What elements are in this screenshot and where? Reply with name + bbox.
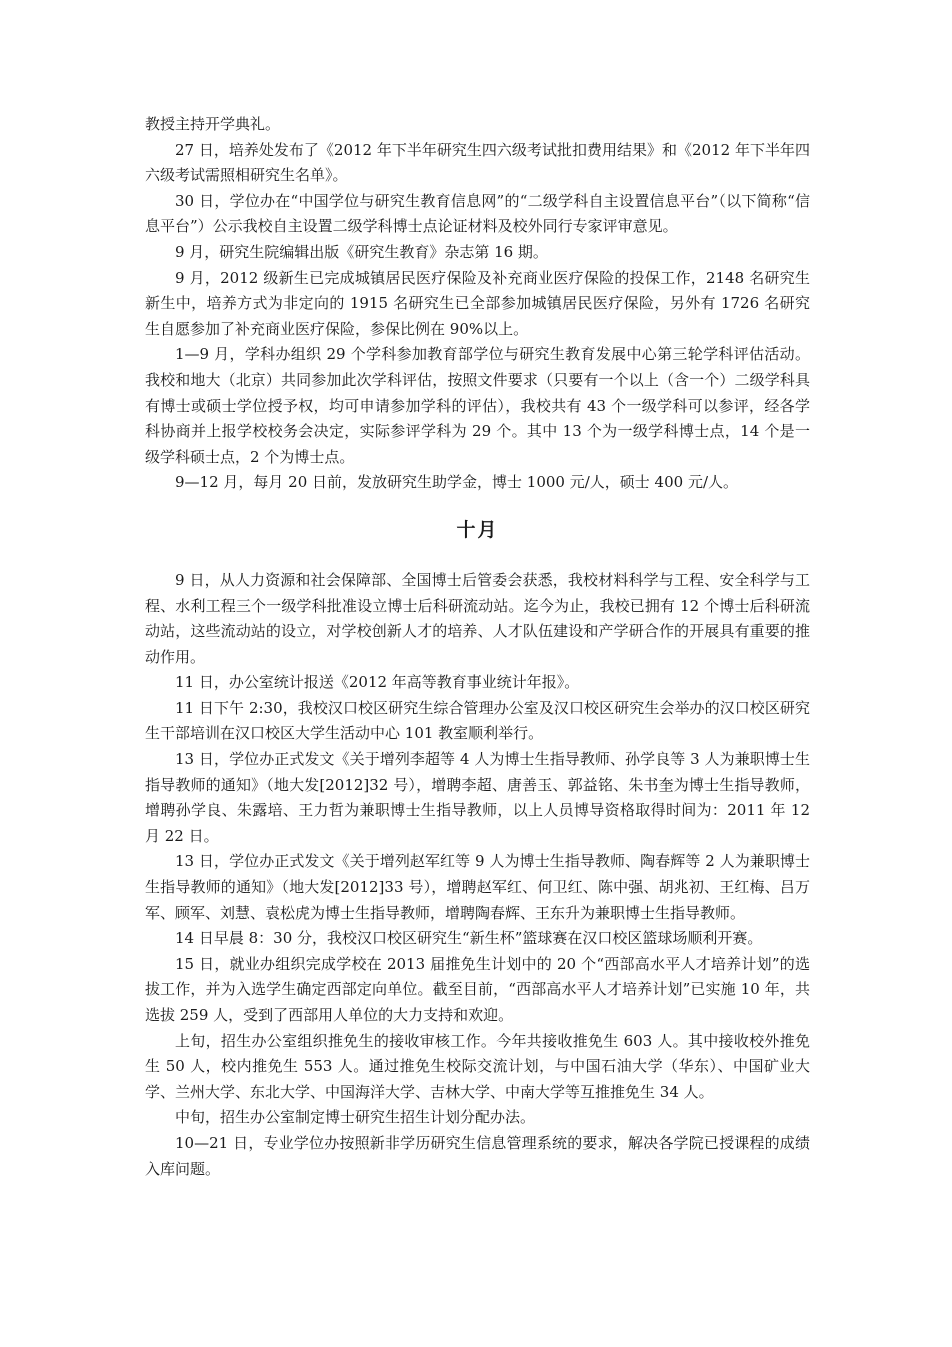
paragraph-oct-9: 9 日，从人力资源和社会保障部、全国博士后管委会获悉，我校材料科学与工程、安全科学与工程、水利工程三个一级学科批准设立博士后科研流动站。迄今为止，我校已拥有 12 个博士后科研流动站，这些流动站的设立，对学校创新人才的培养、人才队伍建设和产学研合作的开展具有重要的推动作用。 — [145, 570, 810, 666]
paragraph-sep-insurance: 9 月，2012 级新生已完成城镇居民医疗保险及补充商业医疗保险的投保工作，2148 名研究生新生中，培养方式为非定向的 1915 名研究生已全部参加城镇居民医疗保险，另外有 1726 名研究生自愿参加了补充商业医疗保险，参保比例在 90%以上。 — [145, 268, 810, 338]
paragraph-sep-30: 30 日，学位办在“中国学位与研究生教育信息网”的“二级学科自主设置信息平台”（以下简称“信息平台”）公示我校自主设置二级学科博士点论证材料及校外同行专家评审意见。 — [145, 191, 810, 236]
paragraph-oct-early: 上旬，招生办公室组织推免生的接收审核工作。今年共接收推免生 603 人。其中接收校外推免生 50 人，校内推免生 553 人。通过推免生校际交流计划，与中国石油大学（华东）、中国矿业大学、兰州大学、东北大学、中国海洋大学、吉林大学、中南大学等互推推免生 34 人。 — [145, 1031, 810, 1101]
paragraph-oct-11-training: 11 日下午 2:30，我校汉口校区研究生综合管理办公室及汉口校区研究生会举办的汉口校区研究生干部培训在汉口校区大学生活动中心 101 教室顺利举行。 — [145, 698, 810, 743]
paragraph-oct-11-report: 11 日，办公室统计报送《2012 年高等教育事业统计年报》。 — [175, 673, 580, 692]
paragraph-sep-stipend: 9—12 月，每月 20 日前，发放研究生助学金，博士 1000 元/人，硕士 400 元/人。 — [175, 473, 739, 492]
paragraph-sep-continuation: 教授主持开学典礼。 — [145, 115, 281, 133]
paragraph-sep-27: 27 日，培养处发布了《2012 年下半年研究生四六级考试批扣费用结果》和《2012 年下半年四六级考试需照相研究生名单》。 — [145, 140, 810, 185]
paragraph-sep-discipline-evaluation: 1—9 月，学科办组织 29 个学科参加教育部学位与研究生教育发展中心第三轮学科评估活动。我校和地大（北京）共同参加此次学科评估，按照文件要求（只要有一个以上（含一个）二级学科具有博士或硕士学位授予权，均可申请参加学科的评估），我校共有 43 个一级学科可以参评，经各学科协商并上报学校校务会决定，实际参评学科为 29 个。其中 13 个为一级学科博士点，14 个是一级学科硕士点，2 个为博士点。 — [145, 345, 810, 466]
paragraph-oct-mid: 中旬，招生办公室制定博士研究生招生计划分配办法。 — [175, 1108, 536, 1127]
paragraph-oct-14: 14 日早晨 8：30 分，我校汉口校区研究生“新生杯”篮球赛在汉口校区篮球场顺利开赛。 — [175, 929, 763, 948]
paragraph-oct-13-notice-32: 13 日，学位办正式发文《关于增列李超等 4 人为博士生指导教师、孙学良等 3 人为兼职博士生指导教师的通知》（地大发[2012]32 号），增聘李超、唐善玉、郭益铭、朱书奎为博士生指导教师，增聘孙学良、朱露培、王力哲为兼职博士生指导教师，以上人员博导资格取得时间为：2011 年 12 月 22 日。 — [145, 750, 810, 845]
document-page — [145, 112, 810, 1182]
paragraph-oct-10-21: 10—21 日，专业学位办按照新非学历研究生信息管理系统的要求，解决各学院已授课程的成绩入库问题。 — [145, 1133, 810, 1178]
paragraph-oct-13-notice-33: 13 日，学位办正式发文《关于增列赵军红等 9 人为博士生指导教师、陶春辉等 2 人为兼职博士生指导教师的通知》（地大发[2012]33 号），增聘赵军红、何卫红、陈中强、胡兆初、王红梅、吕万军、顾军、刘慧、袁松虎为博士生指导教师，增聘陶春辉、王东升为兼职博士生指导教师。 — [145, 852, 810, 922]
paragraph-sep-journal: 9 月，研究生院编辑出版《研究生教育》杂志第 16 期。 — [175, 242, 548, 261]
paragraph-oct-15: 15 日，就业办组织完成学校在 2013 届推免生计划中的 20 个“西部高水平人才培养计划”的选拔工作，并为入选学生确定西部定向单位。截至目前，“西部高水平人才培养计划”已实施 10 年，共选拔 259 人，受到了西部用人单位的大力支持和欢迎。 — [145, 954, 810, 1024]
section-heading-october: 十月 — [456, 518, 499, 541]
